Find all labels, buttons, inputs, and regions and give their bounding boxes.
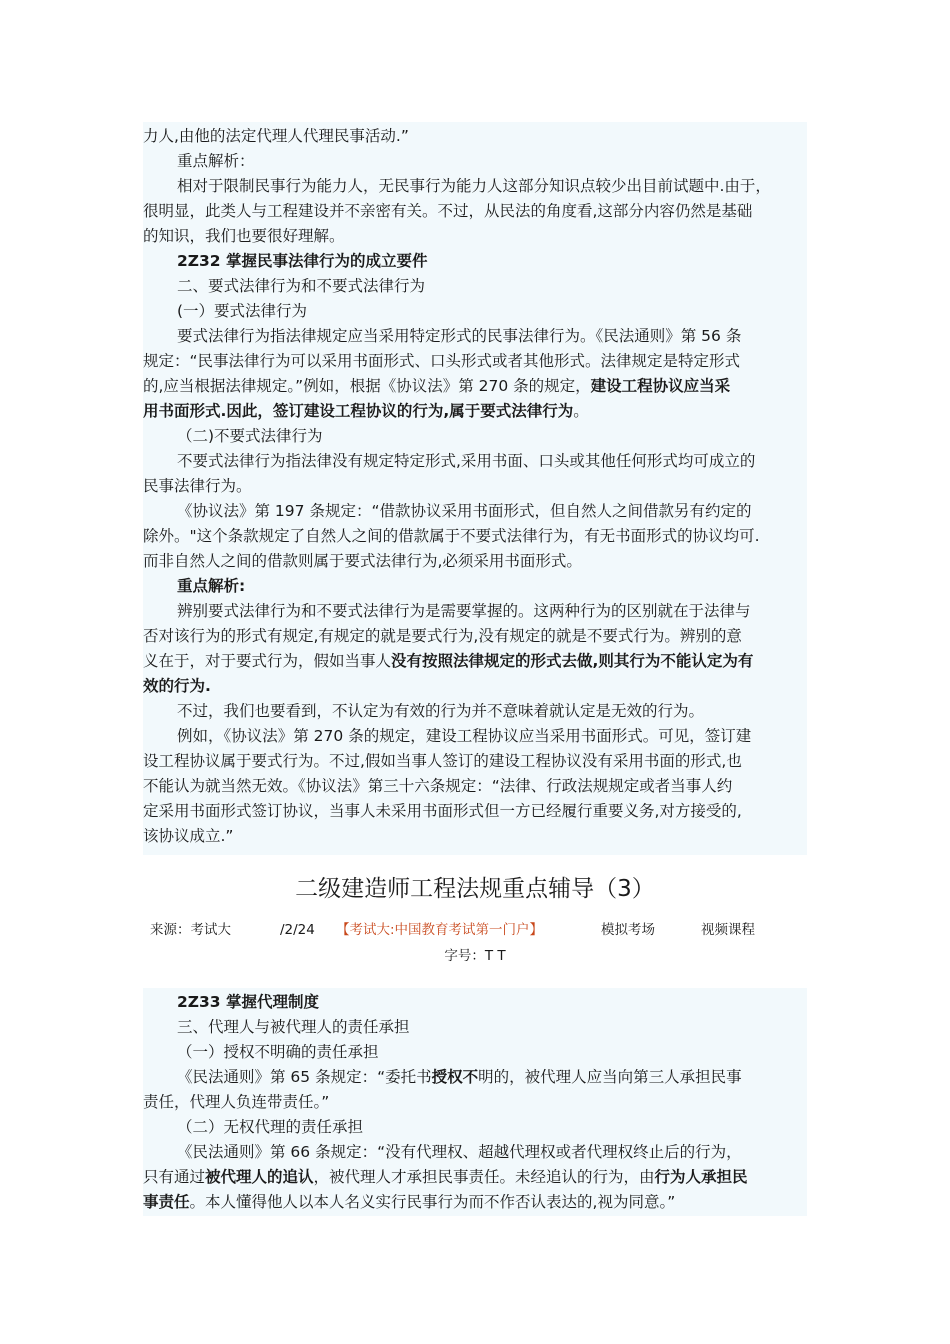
- paragraph-line: 定采用书面形式签订协议，当事人未采用书面形式但一方已经履行重要义务,对方接受的,: [143, 802, 742, 820]
- text-run: 。本人懂得他人以本人名义实行民事行为而不作否认表达的,视为同意。”: [189, 1193, 676, 1211]
- bold-text-run: 授权不: [431, 1068, 479, 1086]
- source-label: 来源：考试大: [150, 922, 231, 938]
- paragraph-line: [177, 1065, 742, 1089]
- paragraph-line: 而非自然人之间的借款则属于要式法律行为,必须采用书面形式。: [143, 552, 582, 570]
- paragraph-line: 规定：“民事法律行为可以采用书面形式、口头形式或者其他形式。法律规定是特定形式: [143, 352, 741, 370]
- paragraph-line: 的知识，我们也要很好理解。: [143, 227, 345, 245]
- article-block-civil-acts: [143, 122, 807, 855]
- paragraph-line: 要式法律行为指法律规定应当采用特定形式的民事法律行为。《民法通则》第 56 条: [177, 327, 742, 345]
- subsection-heading: （一）授权不明确的责任承担: [177, 1043, 379, 1061]
- article-block-agency: [143, 988, 807, 1216]
- paragraph-line: [143, 649, 753, 673]
- paragraph-line: 设工程协议属于要式行为。不过,假如当事人签订的建设工程协议没有采用书面的形式,也: [143, 752, 742, 770]
- subsection-heading: （二)不要式法律行为: [177, 427, 323, 445]
- bold-text-run: 行为人承担民: [654, 1168, 748, 1186]
- paragraph-line: 民事法律行为。: [143, 477, 252, 495]
- bold-text-run: 建设工程协议应当采: [590, 377, 731, 395]
- key-analysis-label: 重点解析:: [177, 577, 246, 595]
- paragraph-line: [143, 399, 589, 423]
- paragraph-line: 例如，《协议法》第 270 条的规定，建设工程协议应当采用书面形式。可见，签订建: [177, 727, 752, 745]
- bold-text-run: 没有按照法律规定的形式去做,则其行为不能认定为有: [391, 652, 754, 670]
- paragraph-line: 该协议成立.”: [143, 827, 234, 845]
- subsection-heading: （二）无权代理的责任承担: [177, 1118, 364, 1136]
- paragraph-line: 不过，我们也要看到，不认定为有效的行为并不意味着就认定是无效的行为。: [177, 702, 705, 720]
- paragraph-line: 效的行为.: [143, 677, 211, 695]
- font-size-control[interactable]: 字号：T T: [444, 948, 506, 964]
- bold-text-run: 被代理人的追认: [205, 1168, 314, 1186]
- paragraph-line: 不要式法律行为指法律没有规定特定形式,采用书面、口头或其他任何形式均可成立的: [177, 452, 756, 470]
- paragraph-line: 除外。"这个条款规定了自然人之间的借款属于不要式法律行为，有无书面形式的协议均可.: [143, 527, 760, 545]
- text-run: 《民法通则》第 65 条规定：“委托书: [177, 1068, 432, 1086]
- paragraph-line: [143, 1190, 675, 1214]
- paragraph-line: 辨别要式法律行为和不要式法律行为是需要掌握的。这两种行为的区别就在于法律与: [177, 602, 751, 620]
- subsection-heading: (一）要式法律行为: [177, 302, 308, 320]
- paragraph-line: [143, 374, 730, 398]
- mock-exam-link[interactable]: 模拟考场: [601, 922, 655, 938]
- text-run: 的,应当根据法律规定。”例如，根据《协议法》第 270 条的规定，: [143, 377, 591, 395]
- video-course-link[interactable]: 视频课程: [701, 922, 755, 938]
- paragraph-line: 否对该行为的形式有规定,有规定的就是要式行为,没有规定的就是不要式行为。辨别的意: [143, 627, 742, 645]
- paragraph-line: 责任，代理人负连带责任。”: [143, 1093, 330, 1111]
- paragraph-line: 很明显，此类人与工程建设并不亲密有关。不过，从民法的角度看,这部分内容仍然是基础: [143, 202, 753, 220]
- paragraph-line: 力人,由他的法定代理人代理民事活动.”: [143, 127, 409, 145]
- paragraph-line: 《协议法》第 197 条规定：“借款协议采用书面形式，但自然人之间借款另有约定的: [177, 502, 752, 520]
- key-analysis-label: 重点解析：: [177, 152, 255, 170]
- bold-text-run: 事责任: [143, 1193, 190, 1211]
- text-run: 。: [573, 402, 589, 420]
- bold-text-run: 用书面形式.因此，签订建设工程协议的行为,属于要式法律行为: [143, 402, 574, 420]
- paragraph-line: 相对于限制民事行为能力人，无民事行为能力人这部分知识点较少出目前试题中.由于，: [177, 177, 771, 195]
- section-heading-2z33: 2Z33 掌握代理制度: [177, 993, 319, 1011]
- portal-link[interactable]: 【考试大:中国教育考试第一门户】: [336, 922, 544, 938]
- text-run: 只有通过: [143, 1168, 206, 1186]
- text-run: ，被代理人才承担民事责任。未经追认的行为，由: [313, 1168, 655, 1186]
- paragraph-line: [143, 1165, 748, 1189]
- section-heading-2z32: 2Z32 掌握民事法律行为的成立要件: [177, 252, 428, 270]
- paragraph-line: 不能认为就当然无效。《协议法》第三十六条规定：“法律、行政法规规定或者当事人约: [143, 777, 733, 795]
- publish-date: /2/24: [280, 922, 315, 938]
- text-run: 义在于，对于要式行为，假如当事人: [143, 652, 392, 670]
- subsection-heading: 三、代理人与被代理人的责任承担: [177, 1018, 410, 1036]
- article-title: 二级建造师工程法规重点辅导（3）: [295, 876, 655, 902]
- paragraph-line: 《民法通则》第 66 条规定：“没有代理权、超越代理权或者代理权终止后的行为，: [177, 1143, 742, 1161]
- subsection-heading: 二、要式法律行为和不要式法律行为: [177, 277, 426, 295]
- text-run: 明的，被代理人应当向第三人承担民事: [478, 1068, 742, 1086]
